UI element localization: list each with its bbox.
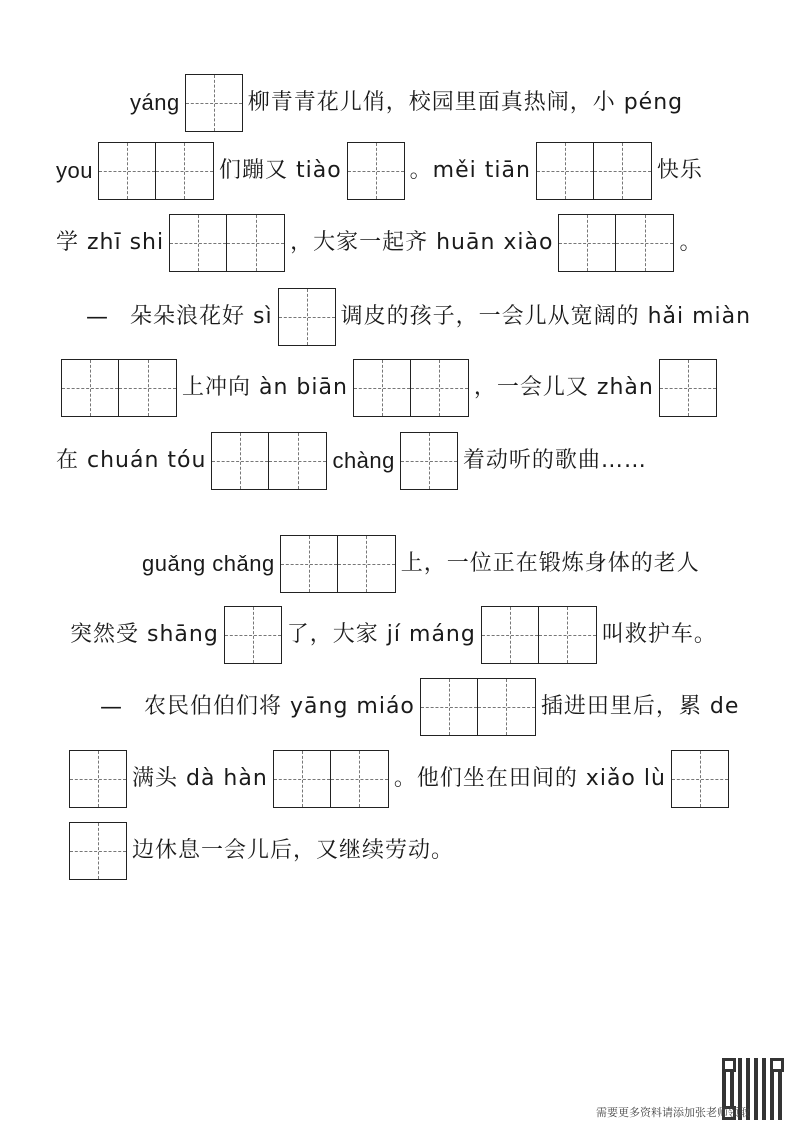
text-segment: 上冲向 àn biān: [182, 375, 348, 400]
tianzige-box[interactable]: [411, 359, 469, 417]
answer-grid[interactable]: [481, 606, 597, 664]
p1-line-1: [130, 72, 683, 134]
tianzige-box[interactable]: [659, 359, 717, 417]
answer-grid[interactable]: [273, 750, 389, 808]
text-segment: 叫救护车。: [601, 622, 717, 647]
answer-grid[interactable]: [69, 822, 127, 880]
answer-grid[interactable]: [659, 359, 717, 417]
answer-grid[interactable]: [61, 359, 177, 417]
tianzige-box[interactable]: [536, 142, 594, 200]
answer-grid[interactable]: [280, 535, 396, 593]
text-segment: 柳青青花儿俏，校园里面真热闹，小 péng: [247, 90, 684, 115]
tianzige-box[interactable]: [616, 214, 674, 272]
p2-line-3: [56, 430, 647, 492]
tianzige-box[interactable]: [420, 678, 478, 736]
tianzige-box[interactable]: [400, 432, 458, 490]
answer-grid[interactable]: [278, 288, 336, 346]
tianzige-box[interactable]: [98, 142, 156, 200]
text-segment: 边休息一会儿后，又继续劳动。: [132, 838, 455, 863]
tianzige-box[interactable]: [269, 432, 327, 490]
tianzige-box[interactable]: [156, 142, 214, 200]
tianzige-box[interactable]: [280, 535, 338, 593]
tianzige-box[interactable]: [478, 678, 536, 736]
text-segment: 在 chuán tóu: [56, 448, 207, 473]
tianzige-box[interactable]: [273, 750, 331, 808]
p3-line-1: [142, 533, 700, 595]
tianzige-box[interactable]: [185, 74, 243, 132]
pinyin-text: you: [56, 158, 93, 183]
text-segment: 。: [679, 230, 703, 255]
tianzige-box[interactable]: [227, 214, 285, 272]
p2-line-2: [56, 357, 722, 419]
tianzige-box[interactable]: [69, 750, 127, 808]
text-segment: 突然受 shāng: [70, 622, 219, 647]
text-segment: 着动听的歌曲……: [462, 448, 647, 473]
text-segment: 朵朵浪花好 sì: [130, 304, 273, 329]
tianzige-box[interactable]: [347, 142, 405, 200]
pinyin-text: guǎng chǎng: [142, 551, 275, 576]
text-segment: 上，一位正在锻炼身体的老人: [400, 551, 700, 576]
tianzige-box[interactable]: [481, 606, 539, 664]
p1-line-3: [56, 212, 703, 274]
text-segment: 调皮的孩子，一会儿从宽阔的 hǎi miàn: [340, 304, 752, 329]
p4-line-1: [100, 676, 739, 738]
answer-grid[interactable]: [211, 432, 327, 490]
p2-line-1: [86, 286, 751, 348]
answer-grid[interactable]: [536, 142, 652, 200]
dash-mark: —: [100, 694, 122, 720]
tianzige-box[interactable]: [338, 535, 396, 593]
p4-line-2: [64, 748, 734, 810]
answer-grid[interactable]: [400, 432, 458, 490]
answer-grid[interactable]: [169, 214, 285, 272]
tianzige-box[interactable]: [211, 432, 269, 490]
tianzige-box[interactable]: [353, 359, 411, 417]
answer-grid[interactable]: [353, 359, 469, 417]
tianzige-box[interactable]: [331, 750, 389, 808]
text-segment: 农民伯伯们将 yāng miáo: [144, 694, 415, 719]
answer-grid[interactable]: [558, 214, 674, 272]
text-segment: 们蹦又 tiào: [218, 158, 342, 183]
p3-line-2: [70, 604, 717, 666]
text-segment: ，一会儿又 zhàn: [473, 375, 654, 400]
pinyin-text: yáng: [130, 90, 180, 115]
p4-line-3: [64, 820, 454, 882]
tianzige-box[interactable]: [558, 214, 616, 272]
text-segment: 快乐: [656, 158, 703, 183]
dash-mark: —: [86, 304, 108, 330]
text-segment: 。měi tiān: [409, 158, 531, 183]
tianzige-box[interactable]: [671, 750, 729, 808]
answer-grid[interactable]: [98, 142, 214, 200]
text-segment: 插进田里后，累 de: [540, 694, 740, 719]
tianzige-box[interactable]: [594, 142, 652, 200]
tianzige-box[interactable]: [69, 822, 127, 880]
pinyin-text: chàng: [332, 448, 395, 473]
tianzige-box[interactable]: [61, 359, 119, 417]
footer-note: 需要更多资料请添加张老师领取: [596, 1106, 750, 1119]
tianzige-box[interactable]: [169, 214, 227, 272]
text-segment: ，大家一起齐 huān xiào: [290, 230, 554, 255]
tianzige-box[interactable]: [539, 606, 597, 664]
answer-grid[interactable]: [185, 74, 243, 132]
tianzige-box[interactable]: [278, 288, 336, 346]
tianzige-box[interactable]: [224, 606, 282, 664]
answer-grid[interactable]: [671, 750, 729, 808]
text-segment: 满头 dà hàn: [132, 766, 268, 791]
answer-grid[interactable]: [420, 678, 536, 736]
tianzige-box[interactable]: [119, 359, 177, 417]
answer-grid[interactable]: [347, 142, 405, 200]
text-segment: 了，大家 jí máng: [286, 622, 476, 647]
p1-line-2: [56, 140, 703, 202]
text-segment: 。他们坐在田间的 xiǎo lù: [393, 766, 666, 791]
answer-grid[interactable]: [69, 750, 127, 808]
answer-grid[interactable]: [224, 606, 282, 664]
text-segment: 学 zhī shi: [56, 230, 165, 255]
